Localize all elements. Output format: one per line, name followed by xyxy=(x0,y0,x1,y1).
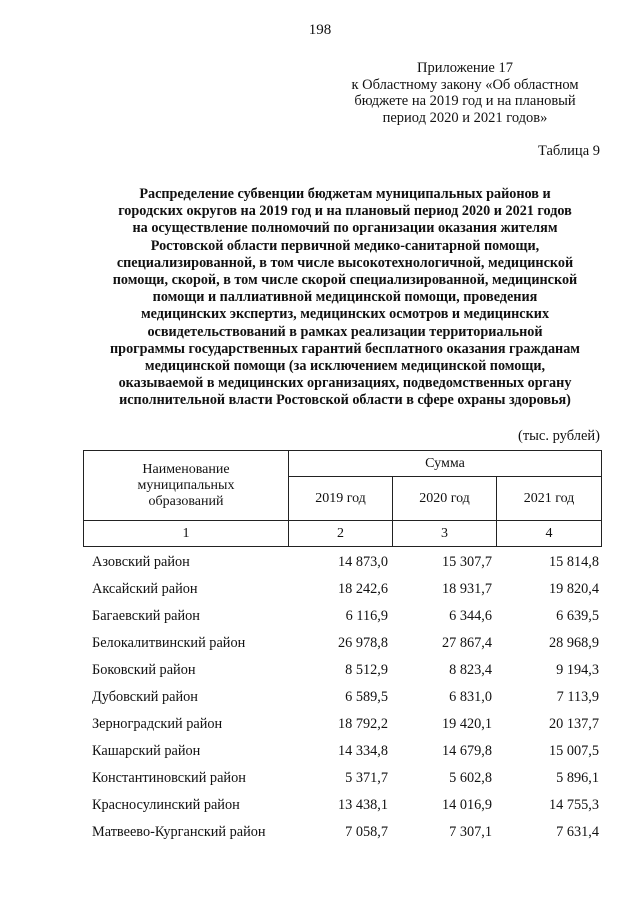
title-line: медицинской помощи (за исключением медицинской помощи, xyxy=(144,358,546,375)
row-name: Зерноградский район xyxy=(92,716,223,732)
value-2021: 9 194,3 xyxy=(556,662,599,678)
table-body xyxy=(83,549,601,846)
row-name: Аксайский район xyxy=(92,581,198,597)
value-2021: 15 814,8 xyxy=(548,554,599,570)
value-2020: 5 602,8 xyxy=(449,770,492,786)
value-2020: 6 344,6 xyxy=(449,608,492,624)
row-name: Матвеево-Курганский район xyxy=(92,824,266,840)
header-sum: Сумма xyxy=(289,451,602,477)
value-2019: 13 438,1 xyxy=(337,797,388,813)
value-2020: 6 831,0 xyxy=(449,689,492,705)
row-name: Азовский район xyxy=(92,554,190,570)
document-title xyxy=(80,186,610,410)
value-2020: 8 823,4 xyxy=(449,662,492,678)
value-2020: 19 420,1 xyxy=(441,716,492,732)
appendix-line: бюджете на 2019 год и на плановый xyxy=(354,93,576,109)
value-2019: 18 792,2 xyxy=(337,716,388,732)
title-line: освидетельствований в рамках реализации территориальной xyxy=(147,323,543,340)
table-header xyxy=(83,450,602,547)
value-2021: 19 820,4 xyxy=(548,581,599,597)
value-2021: 6 639,5 xyxy=(556,608,599,624)
appendix-line: период 2020 и 2021 годов» xyxy=(382,109,548,126)
column-number: 4 xyxy=(497,521,602,547)
value-2020: 14 016,9 xyxy=(441,797,492,813)
value-2020: 27 867,4 xyxy=(441,635,492,651)
value-2021: 28 968,9 xyxy=(548,635,599,651)
value-2021: 7 113,9 xyxy=(556,689,599,705)
value-2020: 18 931,7 xyxy=(441,581,492,597)
header-year-2021: 2021 год xyxy=(497,477,602,521)
title-line: исполнительной власти Ростовской области в сфере охраны здоровья) xyxy=(119,392,571,409)
column-number: 1 xyxy=(84,521,289,547)
title-line: помощи и паллиативной медицинской помощи, проведения xyxy=(152,289,538,306)
value-2021: 5 896,1 xyxy=(556,770,599,786)
value-2021: 15 007,5 xyxy=(548,743,599,759)
header-year-2019: 2019 год xyxy=(289,477,393,521)
table-row xyxy=(83,765,601,792)
row-name: Багаевский район xyxy=(92,608,200,624)
title-line: оказываемой в медицинских организациях, подведомственных органу xyxy=(118,375,572,392)
title-line: медицинских экспертиз, медицинских осмотров и медицинских xyxy=(140,306,550,323)
row-name: Дубовский район xyxy=(92,689,198,705)
table-row xyxy=(83,630,601,657)
table-row xyxy=(83,792,601,819)
page-number: 198 xyxy=(308,22,332,38)
header-name-line: муниципальных xyxy=(137,477,235,493)
value-2019: 26 978,8 xyxy=(337,635,388,651)
table-row xyxy=(83,603,601,630)
title-line: Ростовской области первичной медико-санитарной помощи, xyxy=(150,237,540,254)
title-line: программы государственных гарантий бесплатного оказания гражданам xyxy=(110,340,580,357)
value-2019: 8 512,9 xyxy=(345,662,388,678)
appendix-line: к Областному закону «Об областном xyxy=(351,76,579,93)
value-2019: 7 058,7 xyxy=(345,824,388,840)
value-2019: 5 371,7 xyxy=(345,770,388,786)
title-line: городских округов на 2019 год и на плановый период 2020 и 2021 годов xyxy=(118,203,572,220)
value-2019: 14 334,8 xyxy=(337,743,388,759)
value-2020: 14 679,8 xyxy=(441,743,492,759)
header-name-line: образований xyxy=(148,493,224,509)
table-row xyxy=(83,684,601,711)
value-2021: 7 631,4 xyxy=(556,824,599,840)
row-name: Красносулинский район xyxy=(92,797,240,813)
row-name: Белокалитвинский район xyxy=(92,635,246,651)
row-name: Боковский район xyxy=(92,662,196,678)
title-line: Распределение субвенции бюджетам муниципальных районов и xyxy=(139,186,551,202)
table-row xyxy=(83,549,601,576)
value-2019: 6 116,9 xyxy=(345,608,388,624)
header-year-2020: 2020 год xyxy=(393,477,497,521)
table-row xyxy=(83,738,601,765)
title-line: на осуществление полномочий по организации оказания жителям xyxy=(132,220,558,237)
value-2020: 7 307,1 xyxy=(449,824,492,840)
row-name: Константиновский район xyxy=(92,770,246,786)
appendix-line: Приложение 17 xyxy=(417,60,513,76)
value-2020: 15 307,7 xyxy=(441,554,492,570)
value-2021: 14 755,3 xyxy=(548,797,599,813)
column-number: 2 xyxy=(289,521,393,547)
value-2021: 20 137,7 xyxy=(548,716,599,732)
table-row xyxy=(83,711,601,738)
title-line: специализированной, в том числе высокотехнологичной, медицинской xyxy=(116,254,574,271)
value-2019: 6 589,5 xyxy=(345,689,388,705)
column-number: 3 xyxy=(393,521,497,547)
units-label: (тыс. рублей) xyxy=(518,428,600,444)
table-row xyxy=(83,819,601,846)
header-name-column xyxy=(84,451,289,521)
table-row xyxy=(83,576,601,603)
table-row xyxy=(83,657,601,684)
title-line: помощи, скорой, в том числе скорой специализированной, медицинской xyxy=(112,272,578,289)
value-2019: 14 873,0 xyxy=(337,554,388,570)
appendix-heading xyxy=(330,60,600,126)
header-name-line: Наименование xyxy=(142,461,230,477)
value-2019: 18 242,6 xyxy=(337,581,388,597)
table-label: Таблица 9 xyxy=(537,143,600,159)
row-name: Кашарский район xyxy=(92,743,201,759)
